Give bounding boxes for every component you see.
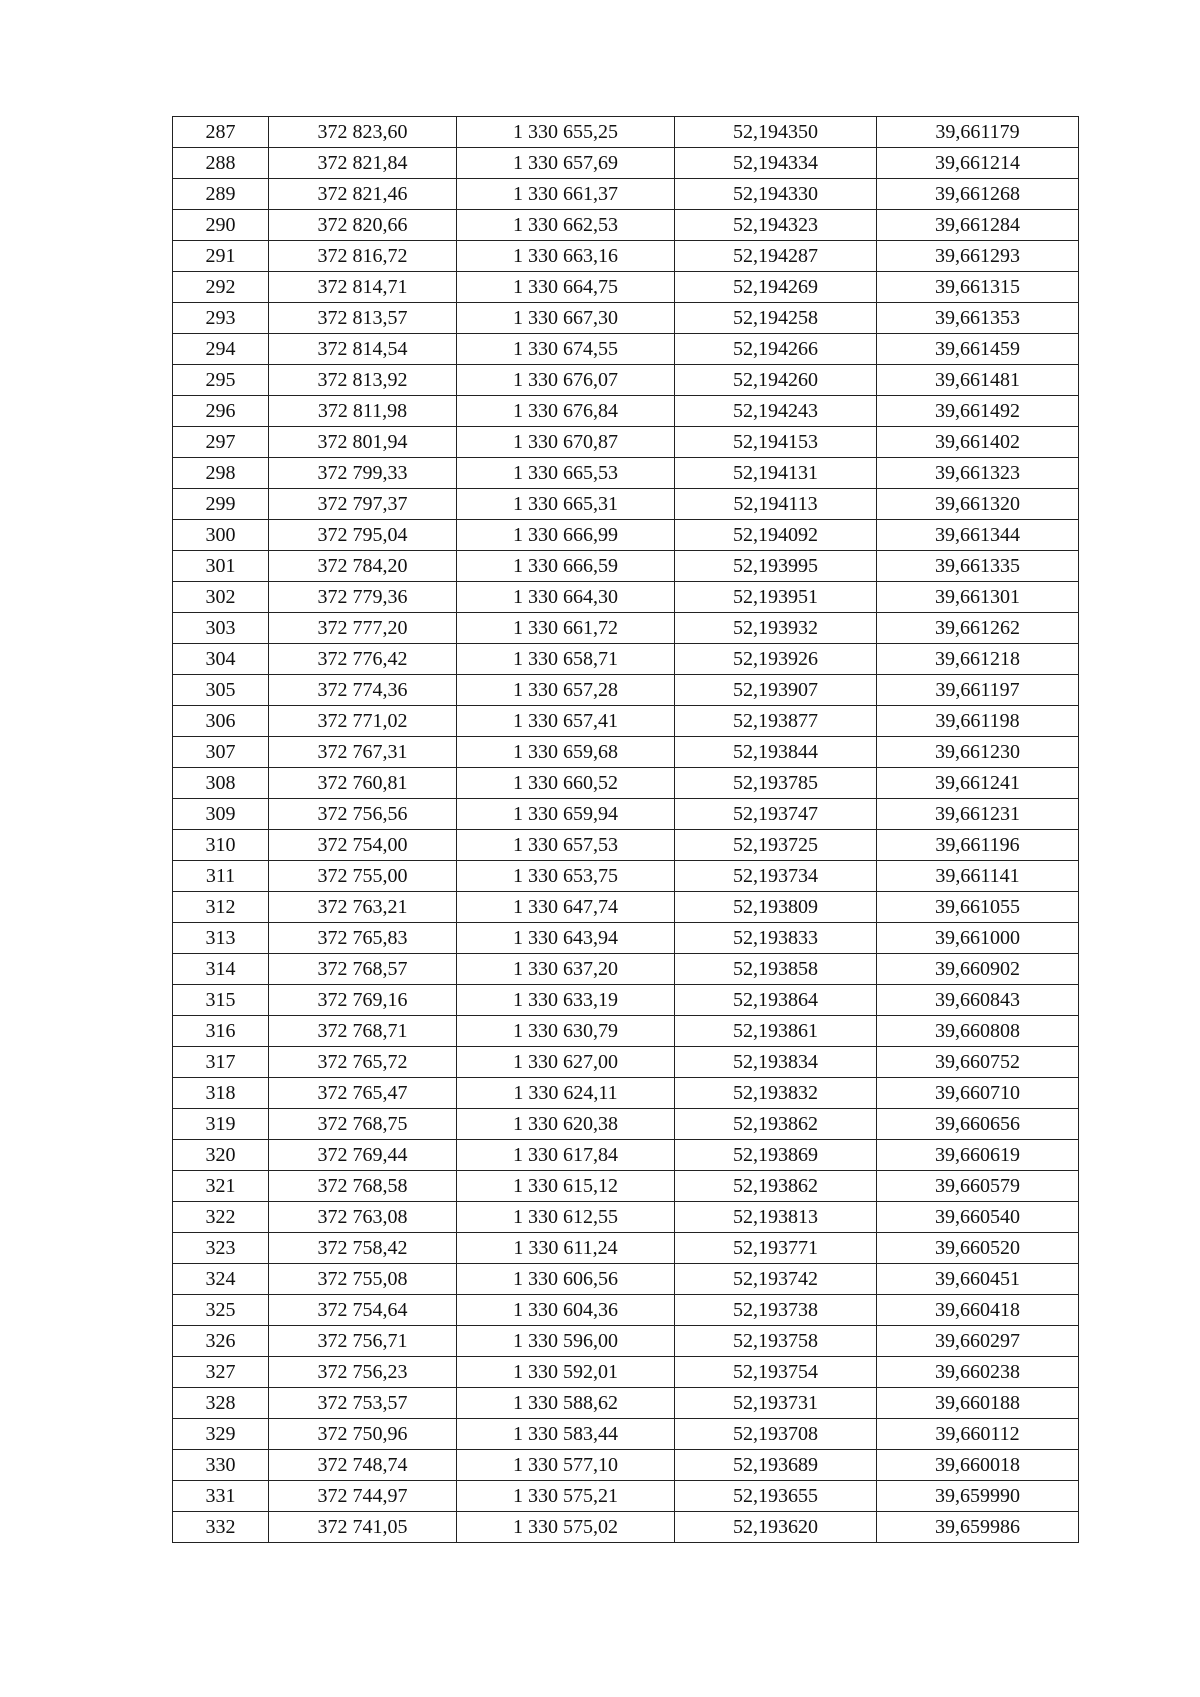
point-number-cell: 329 (173, 1419, 269, 1450)
table-row (173, 1140, 1079, 1171)
longitude-cell: 39,661055 (877, 892, 1079, 923)
longitude-cell: 39,661293 (877, 241, 1079, 272)
point-number-cell: 316 (173, 1016, 269, 1047)
point-number-cell: 332 (173, 1512, 269, 1543)
longitude-cell: 39,661196 (877, 830, 1079, 861)
point-number-cell: 331 (173, 1481, 269, 1512)
x-coordinate-cell: 372 763,21 (269, 892, 457, 923)
latitude-cell: 52,193689 (675, 1450, 877, 1481)
latitude-cell: 52,193708 (675, 1419, 877, 1450)
longitude-cell: 39,660540 (877, 1202, 1079, 1233)
x-coordinate-cell: 372 753,57 (269, 1388, 457, 1419)
latitude-cell: 52,194113 (675, 489, 877, 520)
point-number-cell: 300 (173, 520, 269, 551)
coordinates-table-body (173, 117, 1079, 1543)
point-number-cell: 314 (173, 954, 269, 985)
point-number-cell: 301 (173, 551, 269, 582)
point-number-cell: 295 (173, 365, 269, 396)
latitude-cell: 52,193758 (675, 1326, 877, 1357)
y-coordinate-cell: 1 330 643,94 (457, 923, 675, 954)
y-coordinate-cell: 1 330 575,21 (457, 1481, 675, 1512)
y-coordinate-cell: 1 330 606,56 (457, 1264, 675, 1295)
latitude-cell: 52,193995 (675, 551, 877, 582)
longitude-cell: 39,661214 (877, 148, 1079, 179)
longitude-cell: 39,660451 (877, 1264, 1079, 1295)
latitude-cell: 52,193742 (675, 1264, 877, 1295)
table-row (173, 1078, 1079, 1109)
table-row (173, 1171, 1079, 1202)
longitude-cell: 39,661315 (877, 272, 1079, 303)
longitude-cell: 39,660520 (877, 1233, 1079, 1264)
table-row (173, 1016, 1079, 1047)
table-row (173, 210, 1079, 241)
latitude-cell: 52,193785 (675, 768, 877, 799)
y-coordinate-cell: 1 330 612,55 (457, 1202, 675, 1233)
point-number-cell: 304 (173, 644, 269, 675)
x-coordinate-cell: 372 784,20 (269, 551, 457, 582)
longitude-cell: 39,660843 (877, 985, 1079, 1016)
longitude-cell: 39,660418 (877, 1295, 1079, 1326)
y-coordinate-cell: 1 330 583,44 (457, 1419, 675, 1450)
x-coordinate-cell: 372 777,20 (269, 613, 457, 644)
y-coordinate-cell: 1 330 661,72 (457, 613, 675, 644)
y-coordinate-cell: 1 330 588,62 (457, 1388, 675, 1419)
x-coordinate-cell: 372 754,64 (269, 1295, 457, 1326)
longitude-cell: 39,661323 (877, 458, 1079, 489)
y-coordinate-cell: 1 330 662,53 (457, 210, 675, 241)
table-row (173, 1481, 1079, 1512)
table-row (173, 551, 1079, 582)
coordinates-table (172, 116, 1079, 1543)
x-coordinate-cell: 372 771,02 (269, 706, 457, 737)
x-coordinate-cell: 372 768,71 (269, 1016, 457, 1047)
longitude-cell: 39,661320 (877, 489, 1079, 520)
latitude-cell: 52,193864 (675, 985, 877, 1016)
latitude-cell: 52,193833 (675, 923, 877, 954)
latitude-cell: 52,194258 (675, 303, 877, 334)
table-row (173, 427, 1079, 458)
point-number-cell: 326 (173, 1326, 269, 1357)
x-coordinate-cell: 372 821,46 (269, 179, 457, 210)
table-row (173, 1264, 1079, 1295)
y-coordinate-cell: 1 330 670,87 (457, 427, 675, 458)
latitude-cell: 52,194243 (675, 396, 877, 427)
table-row (173, 799, 1079, 830)
table-row (173, 1109, 1079, 1140)
point-number-cell: 288 (173, 148, 269, 179)
x-coordinate-cell: 372 750,96 (269, 1419, 457, 1450)
x-coordinate-cell: 372 768,57 (269, 954, 457, 985)
latitude-cell: 52,193858 (675, 954, 877, 985)
table-row (173, 1357, 1079, 1388)
table-row (173, 675, 1079, 706)
x-coordinate-cell: 372 814,71 (269, 272, 457, 303)
longitude-cell: 39,661000 (877, 923, 1079, 954)
point-number-cell: 291 (173, 241, 269, 272)
longitude-cell: 39,660619 (877, 1140, 1079, 1171)
longitude-cell: 39,660297 (877, 1326, 1079, 1357)
point-number-cell: 309 (173, 799, 269, 830)
y-coordinate-cell: 1 330 666,59 (457, 551, 675, 582)
point-number-cell: 294 (173, 334, 269, 365)
point-number-cell: 330 (173, 1450, 269, 1481)
x-coordinate-cell: 372 801,94 (269, 427, 457, 458)
x-coordinate-cell: 372 763,08 (269, 1202, 457, 1233)
longitude-cell: 39,660238 (877, 1357, 1079, 1388)
latitude-cell: 52,193620 (675, 1512, 877, 1543)
table-row (173, 520, 1079, 551)
y-coordinate-cell: 1 330 664,30 (457, 582, 675, 613)
longitude-cell: 39,661141 (877, 861, 1079, 892)
table-row (173, 1512, 1079, 1543)
point-number-cell: 306 (173, 706, 269, 737)
x-coordinate-cell: 372 821,84 (269, 148, 457, 179)
longitude-cell: 39,661230 (877, 737, 1079, 768)
y-coordinate-cell: 1 330 577,10 (457, 1450, 675, 1481)
longitude-cell: 39,661197 (877, 675, 1079, 706)
y-coordinate-cell: 1 330 617,84 (457, 1140, 675, 1171)
x-coordinate-cell: 372 816,72 (269, 241, 457, 272)
x-coordinate-cell: 372 754,00 (269, 830, 457, 861)
point-number-cell: 313 (173, 923, 269, 954)
point-number-cell: 299 (173, 489, 269, 520)
y-coordinate-cell: 1 330 663,16 (457, 241, 675, 272)
y-coordinate-cell: 1 330 653,75 (457, 861, 675, 892)
y-coordinate-cell: 1 330 665,53 (457, 458, 675, 489)
longitude-cell: 39,661492 (877, 396, 1079, 427)
longitude-cell: 39,661481 (877, 365, 1079, 396)
table-row (173, 303, 1079, 334)
table-row (173, 644, 1079, 675)
latitude-cell: 52,193738 (675, 1295, 877, 1326)
longitude-cell: 39,660752 (877, 1047, 1079, 1078)
x-coordinate-cell: 372 765,72 (269, 1047, 457, 1078)
x-coordinate-cell: 372 769,16 (269, 985, 457, 1016)
table-row (173, 1419, 1079, 1450)
table-row (173, 892, 1079, 923)
point-number-cell: 293 (173, 303, 269, 334)
latitude-cell: 52,193725 (675, 830, 877, 861)
y-coordinate-cell: 1 330 624,11 (457, 1078, 675, 1109)
table-row (173, 241, 1079, 272)
point-number-cell: 317 (173, 1047, 269, 1078)
table-row (173, 613, 1079, 644)
longitude-cell: 39,660902 (877, 954, 1079, 985)
y-coordinate-cell: 1 330 615,12 (457, 1171, 675, 1202)
longitude-cell: 39,661218 (877, 644, 1079, 675)
x-coordinate-cell: 372 755,08 (269, 1264, 457, 1295)
x-coordinate-cell: 372 765,47 (269, 1078, 457, 1109)
table-row (173, 768, 1079, 799)
point-number-cell: 327 (173, 1357, 269, 1388)
x-coordinate-cell: 372 756,56 (269, 799, 457, 830)
table-row (173, 117, 1079, 148)
latitude-cell: 52,193907 (675, 675, 877, 706)
table-row (173, 954, 1079, 985)
y-coordinate-cell: 1 330 657,41 (457, 706, 675, 737)
y-coordinate-cell: 1 330 657,69 (457, 148, 675, 179)
longitude-cell: 39,660112 (877, 1419, 1079, 1450)
x-coordinate-cell: 372 768,58 (269, 1171, 457, 1202)
y-coordinate-cell: 1 330 633,19 (457, 985, 675, 1016)
y-coordinate-cell: 1 330 655,25 (457, 117, 675, 148)
latitude-cell: 52,194350 (675, 117, 877, 148)
y-coordinate-cell: 1 330 658,71 (457, 644, 675, 675)
latitude-cell: 52,193862 (675, 1171, 877, 1202)
y-coordinate-cell: 1 330 596,00 (457, 1326, 675, 1357)
x-coordinate-cell: 372 776,42 (269, 644, 457, 675)
x-coordinate-cell: 372 797,37 (269, 489, 457, 520)
point-number-cell: 303 (173, 613, 269, 644)
x-coordinate-cell: 372 748,74 (269, 1450, 457, 1481)
table-row (173, 985, 1079, 1016)
point-number-cell: 315 (173, 985, 269, 1016)
table-row (173, 1326, 1079, 1357)
longitude-cell: 39,661262 (877, 613, 1079, 644)
y-coordinate-cell: 1 330 647,74 (457, 892, 675, 923)
x-coordinate-cell: 372 758,42 (269, 1233, 457, 1264)
x-coordinate-cell: 372 767,31 (269, 737, 457, 768)
longitude-cell: 39,661268 (877, 179, 1079, 210)
y-coordinate-cell: 1 330 661,37 (457, 179, 675, 210)
x-coordinate-cell: 372 768,75 (269, 1109, 457, 1140)
latitude-cell: 52,193951 (675, 582, 877, 613)
latitude-cell: 52,193655 (675, 1481, 877, 1512)
point-number-cell: 308 (173, 768, 269, 799)
latitude-cell: 52,194287 (675, 241, 877, 272)
table-row (173, 582, 1079, 613)
table-row (173, 396, 1079, 427)
point-number-cell: 302 (173, 582, 269, 613)
y-coordinate-cell: 1 330 620,38 (457, 1109, 675, 1140)
latitude-cell: 52,194330 (675, 179, 877, 210)
table-row (173, 1233, 1079, 1264)
x-coordinate-cell: 372 795,04 (269, 520, 457, 551)
longitude-cell: 39,661198 (877, 706, 1079, 737)
point-number-cell: 312 (173, 892, 269, 923)
x-coordinate-cell: 372 811,98 (269, 396, 457, 427)
x-coordinate-cell: 372 765,83 (269, 923, 457, 954)
y-coordinate-cell: 1 330 660,52 (457, 768, 675, 799)
latitude-cell: 52,194260 (675, 365, 877, 396)
table-row (173, 923, 1079, 954)
y-coordinate-cell: 1 330 630,79 (457, 1016, 675, 1047)
point-number-cell: 297 (173, 427, 269, 458)
latitude-cell: 52,193832 (675, 1078, 877, 1109)
point-number-cell: 325 (173, 1295, 269, 1326)
y-coordinate-cell: 1 330 659,68 (457, 737, 675, 768)
point-number-cell: 328 (173, 1388, 269, 1419)
y-coordinate-cell: 1 330 665,31 (457, 489, 675, 520)
table-row (173, 830, 1079, 861)
latitude-cell: 52,194334 (675, 148, 877, 179)
longitude-cell: 39,659986 (877, 1512, 1079, 1543)
latitude-cell: 52,193754 (675, 1357, 877, 1388)
longitude-cell: 39,661301 (877, 582, 1079, 613)
x-coordinate-cell: 372 756,23 (269, 1357, 457, 1388)
point-number-cell: 307 (173, 737, 269, 768)
longitude-cell: 39,660656 (877, 1109, 1079, 1140)
point-number-cell: 321 (173, 1171, 269, 1202)
table-row (173, 458, 1079, 489)
point-number-cell: 305 (173, 675, 269, 706)
latitude-cell: 52,193869 (675, 1140, 877, 1171)
longitude-cell: 39,660188 (877, 1388, 1079, 1419)
latitude-cell: 52,193731 (675, 1388, 877, 1419)
longitude-cell: 39,661459 (877, 334, 1079, 365)
y-coordinate-cell: 1 330 659,94 (457, 799, 675, 830)
latitude-cell: 52,194153 (675, 427, 877, 458)
longitude-cell: 39,661402 (877, 427, 1079, 458)
y-coordinate-cell: 1 330 627,00 (457, 1047, 675, 1078)
longitude-cell: 39,661335 (877, 551, 1079, 582)
longitude-cell: 39,659990 (877, 1481, 1079, 1512)
y-coordinate-cell: 1 330 575,02 (457, 1512, 675, 1543)
point-number-cell: 320 (173, 1140, 269, 1171)
point-number-cell: 323 (173, 1233, 269, 1264)
latitude-cell: 52,193809 (675, 892, 877, 923)
longitude-cell: 39,661344 (877, 520, 1079, 551)
table-row (173, 1388, 1079, 1419)
table-row (173, 148, 1079, 179)
y-coordinate-cell: 1 330 676,84 (457, 396, 675, 427)
x-coordinate-cell: 372 813,57 (269, 303, 457, 334)
table-row (173, 1295, 1079, 1326)
y-coordinate-cell: 1 330 664,75 (457, 272, 675, 303)
x-coordinate-cell: 372 814,54 (269, 334, 457, 365)
x-coordinate-cell: 372 774,36 (269, 675, 457, 706)
point-number-cell: 311 (173, 861, 269, 892)
latitude-cell: 52,193877 (675, 706, 877, 737)
table-row (173, 272, 1079, 303)
x-coordinate-cell: 372 813,92 (269, 365, 457, 396)
latitude-cell: 52,193932 (675, 613, 877, 644)
point-number-cell: 310 (173, 830, 269, 861)
latitude-cell: 52,193813 (675, 1202, 877, 1233)
latitude-cell: 52,193747 (675, 799, 877, 830)
latitude-cell: 52,193861 (675, 1016, 877, 1047)
point-number-cell: 319 (173, 1109, 269, 1140)
x-coordinate-cell: 372 799,33 (269, 458, 457, 489)
longitude-cell: 39,660579 (877, 1171, 1079, 1202)
x-coordinate-cell: 372 744,97 (269, 1481, 457, 1512)
longitude-cell: 39,661179 (877, 117, 1079, 148)
longitude-cell: 39,661284 (877, 210, 1079, 241)
x-coordinate-cell: 372 756,71 (269, 1326, 457, 1357)
x-coordinate-cell: 372 820,66 (269, 210, 457, 241)
x-coordinate-cell: 372 823,60 (269, 117, 457, 148)
latitude-cell: 52,193834 (675, 1047, 877, 1078)
latitude-cell: 52,193844 (675, 737, 877, 768)
y-coordinate-cell: 1 330 592,01 (457, 1357, 675, 1388)
table-row (173, 365, 1079, 396)
longitude-cell: 39,661353 (877, 303, 1079, 334)
point-number-cell: 292 (173, 272, 269, 303)
x-coordinate-cell: 372 755,00 (269, 861, 457, 892)
longitude-cell: 39,661231 (877, 799, 1079, 830)
y-coordinate-cell: 1 330 611,24 (457, 1233, 675, 1264)
x-coordinate-cell: 372 779,36 (269, 582, 457, 613)
latitude-cell: 52,194131 (675, 458, 877, 489)
point-number-cell: 296 (173, 396, 269, 427)
table-row (173, 1202, 1079, 1233)
latitude-cell: 52,194269 (675, 272, 877, 303)
x-coordinate-cell: 372 741,05 (269, 1512, 457, 1543)
latitude-cell: 52,193862 (675, 1109, 877, 1140)
point-number-cell: 287 (173, 117, 269, 148)
point-number-cell: 318 (173, 1078, 269, 1109)
x-coordinate-cell: 372 769,44 (269, 1140, 457, 1171)
y-coordinate-cell: 1 330 676,07 (457, 365, 675, 396)
table-row (173, 489, 1079, 520)
table-row (173, 861, 1079, 892)
longitude-cell: 39,661241 (877, 768, 1079, 799)
table-row (173, 334, 1079, 365)
table-row (173, 737, 1079, 768)
y-coordinate-cell: 1 330 637,20 (457, 954, 675, 985)
point-number-cell: 324 (173, 1264, 269, 1295)
latitude-cell: 52,193734 (675, 861, 877, 892)
y-coordinate-cell: 1 330 657,53 (457, 830, 675, 861)
point-number-cell: 322 (173, 1202, 269, 1233)
y-coordinate-cell: 1 330 674,55 (457, 334, 675, 365)
latitude-cell: 52,194092 (675, 520, 877, 551)
y-coordinate-cell: 1 330 657,28 (457, 675, 675, 706)
longitude-cell: 39,660808 (877, 1016, 1079, 1047)
longitude-cell: 39,660018 (877, 1450, 1079, 1481)
table-row (173, 1450, 1079, 1481)
table-row (173, 706, 1079, 737)
x-coordinate-cell: 372 760,81 (269, 768, 457, 799)
latitude-cell: 52,193926 (675, 644, 877, 675)
point-number-cell: 298 (173, 458, 269, 489)
point-number-cell: 289 (173, 179, 269, 210)
y-coordinate-cell: 1 330 604,36 (457, 1295, 675, 1326)
latitude-cell: 52,193771 (675, 1233, 877, 1264)
point-number-cell: 290 (173, 210, 269, 241)
y-coordinate-cell: 1 330 666,99 (457, 520, 675, 551)
latitude-cell: 52,194323 (675, 210, 877, 241)
longitude-cell: 39,660710 (877, 1078, 1079, 1109)
table-row (173, 179, 1079, 210)
latitude-cell: 52,194266 (675, 334, 877, 365)
y-coordinate-cell: 1 330 667,30 (457, 303, 675, 334)
table-row (173, 1047, 1079, 1078)
